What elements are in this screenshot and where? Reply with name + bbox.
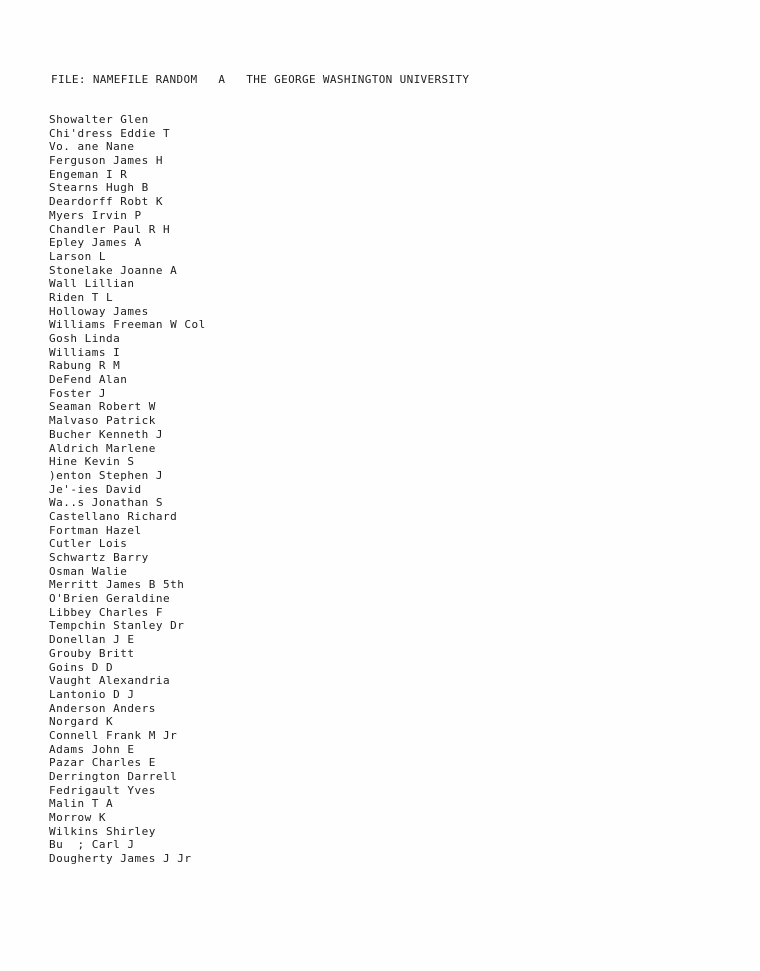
- name-entry: Seaman Robert W: [49, 400, 156, 414]
- name-entry: Rabung R M: [49, 359, 121, 373]
- name-entry: Grouby Britt: [49, 646, 135, 660]
- name-entry: Williams Freeman W Col: [49, 318, 206, 332]
- name-entry: Malin T A: [49, 797, 114, 811]
- name-list: [49, 113, 206, 866]
- name-entry: Bu ; Carl J: [49, 838, 135, 852]
- name-entry: Ferguson James H: [49, 154, 163, 168]
- name-entry: Larson L: [49, 249, 106, 263]
- name-entry: Holloway James: [49, 304, 149, 318]
- name-entry: Bucher Kenneth J: [49, 427, 163, 441]
- name-entry: Deardorff Robt K: [49, 195, 163, 209]
- name-entry: Adams John E: [49, 742, 135, 756]
- name-entry: Stonelake Joanne A: [49, 263, 178, 277]
- name-entry: Fortman Hazel: [49, 523, 142, 537]
- name-entry: DeFend Alan: [49, 373, 128, 387]
- name-entry: Libbey Charles F: [49, 605, 163, 619]
- name-entry: Williams I: [49, 345, 121, 359]
- name-entry: Je'-ies David: [49, 482, 142, 496]
- name-entry: Wa..s Jonathan S: [49, 496, 163, 510]
- name-entry: Goins D D: [49, 660, 114, 674]
- name-entry: Vo. ane Nane: [49, 140, 135, 154]
- name-entry: Stearns Hugh B: [49, 181, 149, 195]
- name-entry: Wall Lillian: [49, 277, 135, 291]
- name-entry: Foster J: [49, 386, 106, 400]
- name-entry: Merritt James B 5th: [49, 578, 185, 592]
- name-entry: Hine Kevin S: [49, 455, 135, 469]
- name-entry: Chi'dress Eddie T: [49, 126, 171, 140]
- name-entry: Tempchin Stanley Dr: [49, 619, 185, 633]
- name-entry: Dougherty James J Jr: [49, 852, 192, 866]
- file-header: FILE: NAMEFILE RANDOM A THE GEORGE WASHINGTON UNIVERSITY: [51, 73, 470, 86]
- name-entry: Donellan J E: [49, 633, 135, 647]
- name-entry: Vaught Alexandria: [49, 674, 171, 688]
- name-entry: Connell Frank M Jr: [49, 728, 178, 742]
- name-entry: )enton Stephen J: [49, 468, 163, 482]
- name-entry: Lantonio D J: [49, 687, 135, 701]
- name-entry: Pazar Charles E: [49, 756, 156, 770]
- name-entry: Wilkins Shirley: [49, 824, 156, 838]
- name-entry: Norgard K: [49, 715, 114, 729]
- name-entry: Myers Irvin P: [49, 208, 142, 222]
- name-entry: Osman Walie: [49, 564, 128, 578]
- name-entry: Aldrich Marlene: [49, 441, 156, 455]
- name-entry: Anderson Anders: [49, 701, 156, 715]
- name-entry: Fedrigault Yves: [49, 783, 156, 797]
- name-entry: Gosh Linda: [49, 332, 121, 345]
- name-entry: Cutler Lois: [49, 537, 128, 551]
- name-entry: Derrington Darrell: [49, 770, 178, 783]
- name-entry: O'Brien Geraldine: [49, 592, 171, 606]
- name-entry: Showalter Glen: [49, 113, 149, 126]
- name-entry: Castellano Richard: [49, 509, 178, 523]
- name-entry: Malvaso Patrick: [49, 414, 156, 428]
- name-entry: Morrow K: [49, 811, 106, 825]
- name-entry: Epley James A: [49, 236, 142, 250]
- name-entry: Chandler Paul R H: [49, 222, 171, 236]
- name-entry: Engeman I R: [49, 167, 128, 181]
- name-entry: Riden T L: [49, 290, 114, 304]
- name-entry: Schwartz Barry: [49, 551, 149, 564]
